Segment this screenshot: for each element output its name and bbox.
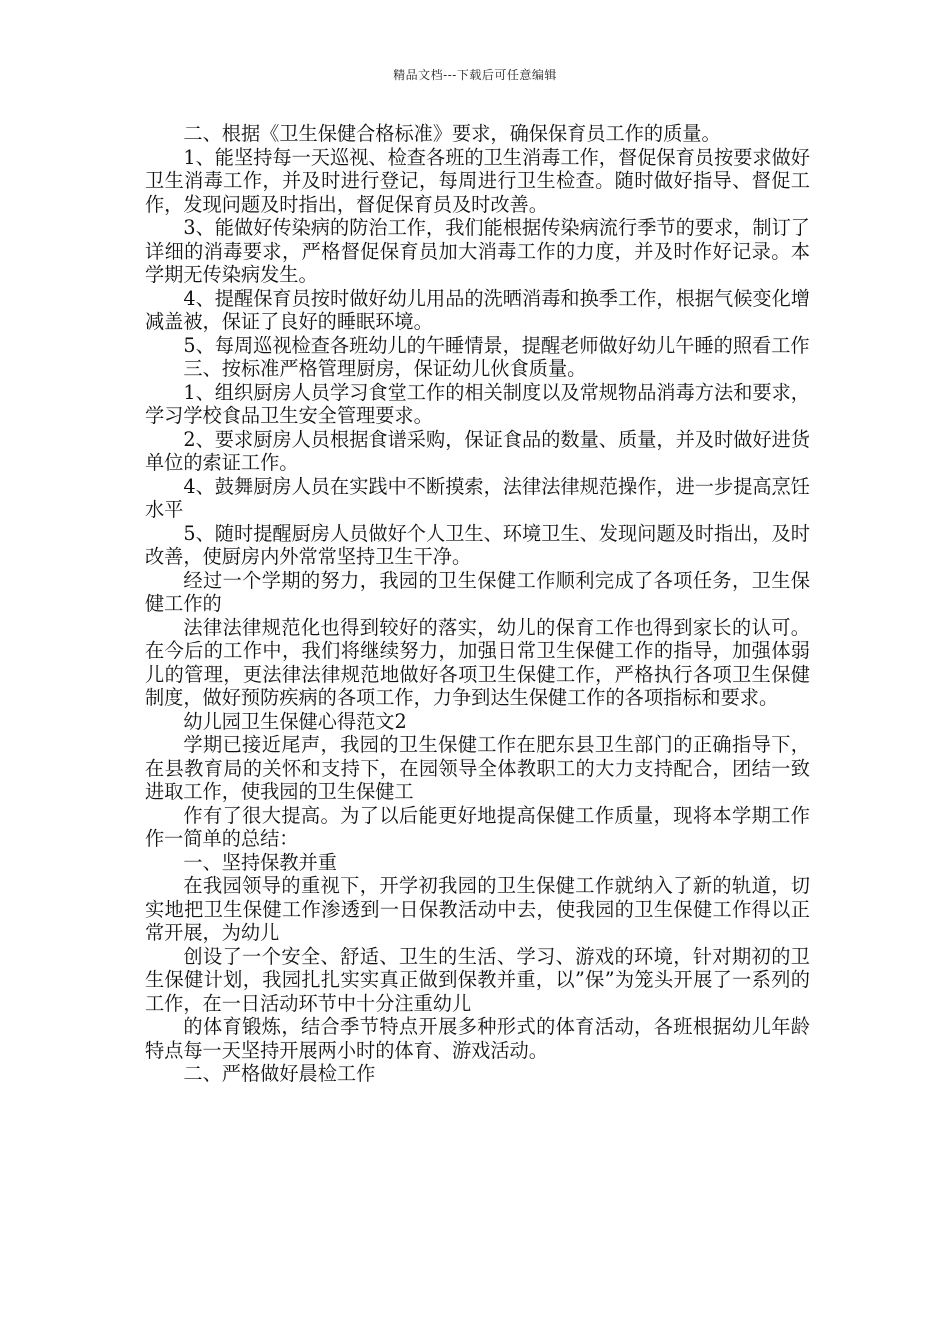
paragraph: 作有了很大提高。为了以后能更好地提高保健工作质量，现将本学期工作作一简单的总结： bbox=[145, 803, 810, 850]
paragraph: 法律法律规范化也得到较好的落实，幼儿的保育工作也得到家长的认可。在今后的工作中，我们将继续努力，加强日常卫生保健工作的指导，加强体弱儿的管理，更法律法律规范地做好各项卫生保健工作，严格执行各项卫生保健制度，做好预防疾病的各项工作，力争到达生保健工作的各项指标和要求。 bbox=[145, 615, 810, 709]
paragraph: 在我园领导的重视下，开学初我园的卫生保健工作就纳入了新的轨道，切实地把卫生保健工作渗透到一日保教活动中去，使我园的卫生保健工作得以正常开展，为幼儿 bbox=[145, 874, 810, 944]
page-header: 精品文档---下载后可任意编辑 bbox=[393, 68, 557, 82]
section-title: 幼儿园卫生保健心得范文2 bbox=[183, 709, 407, 733]
paragraph: 5、随时提醒厨房人员做好个人卫生、环境卫生、发现问题及时指出，及时改善，使厨房内外常常坚持卫生干净。 bbox=[145, 521, 810, 568]
paragraph: 5、每周巡视检查各班幼儿的午睡情景，提醒老师做好幼儿午睡的照看工作 bbox=[183, 333, 810, 357]
paragraph: 1、能坚持每一天巡视、检查各班的卫生消毒工作，督促保育员按要求做好卫生消毒工作，并及时进行登记，每周进行卫生检查。随时做好指导、督促工作，发现问题及时指出，督促保育员及时改善。 bbox=[145, 145, 810, 216]
paragraph: 学期已接近尾声，我园的卫生保健工作在肥东县卫生部门的正确指导下，在县教育局的关怀和支持下，在园领导全体教职工的大力支持配合，团结一致进取工作，使我园的卫生保健工 bbox=[145, 733, 810, 803]
document-body bbox=[145, 122, 810, 1086]
paragraph: 4、提醒保育员按时做好幼儿用品的洗晒消毒和换季工作，根据气候变化增减盖被，保证了良好的睡眠环境。 bbox=[145, 286, 810, 333]
paragraph: 3、能做好传染病的防治工作，我们能根据传染病流行季节的要求，制订了详细的消毒要求，严格督促保育员加大消毒工作的力度，并及时作好记录。本学期无传染病发生。 bbox=[145, 216, 810, 286]
paragraph: 二、根据《卫生保健合格标准》要求，确保保育员工作的质量。 bbox=[183, 122, 721, 145]
paragraph: 一、坚持保教并重 bbox=[183, 850, 337, 874]
paragraph: 1、组织厨房人员学习食堂工作的相关制度以及常规物品消毒方法和要求，学习学校食品卫生安全管理要求。 bbox=[145, 380, 810, 427]
paragraph: 创设了一个安全、舒适、卫生的生活、学习、游戏的环境，针对期初的卫生保健计划，我园扎扎实实真正做到保教并重，以”保”为笼头开展了一系列的工作，在一日活动环节中十分注重幼儿 bbox=[145, 944, 810, 1015]
paragraph: 经过一个学期的努力，我园的卫生保健工作顺利完成了各项任务，卫生保健工作的 bbox=[145, 568, 810, 615]
paragraph: 的体育锻炼，结合季节特点开展多种形式的体育活动，各班根据幼儿年龄特点每一天坚持开展两小时的体育、游戏活动。 bbox=[145, 1015, 810, 1062]
paragraph: 三、按标准严格管理厨房，保证幼儿伙食质量。 bbox=[183, 357, 587, 380]
paragraph: 二、严格做好晨检工作 bbox=[183, 1062, 376, 1085]
paragraph: 2、要求厨房人员根据食谱采购，保证食品的数量、质量，并及时做好进货单位的索证工作。 bbox=[145, 427, 810, 474]
paragraph: 4、鼓舞厨房人员在实践中不断摸索，法律法律规范操作，进一步提高烹饪水平 bbox=[145, 474, 810, 521]
